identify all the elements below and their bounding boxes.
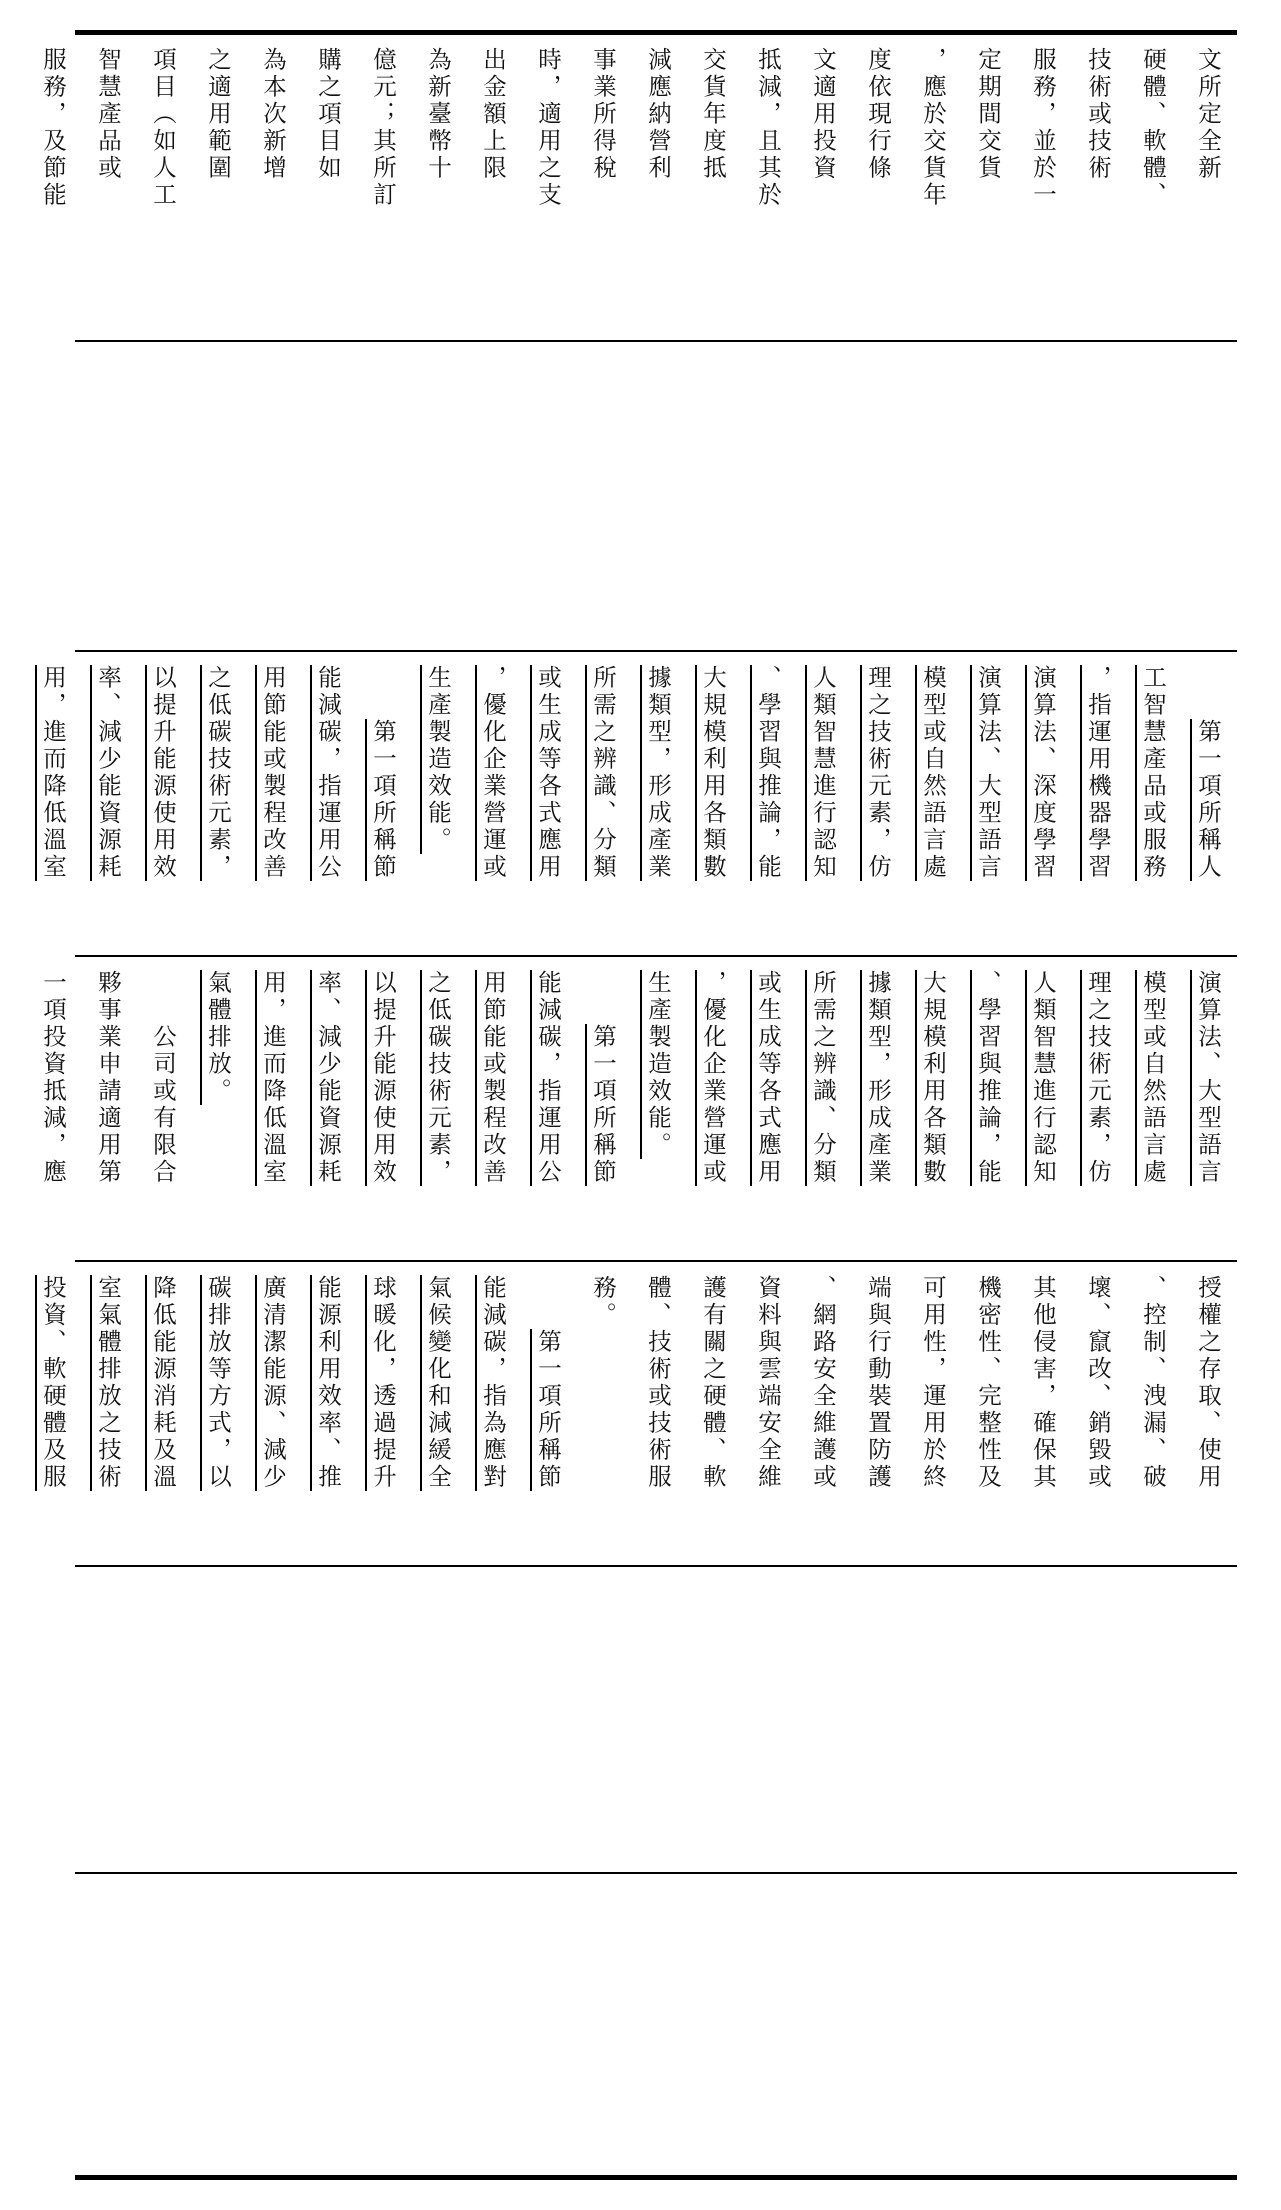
underlined-text: 以提升能源使用效 bbox=[149, 665, 177, 881]
text-segment: 壞、竄改、銷毀或 bbox=[1084, 1275, 1112, 1491]
text-column bbox=[533, 1275, 563, 1560]
text-column bbox=[148, 47, 178, 332]
text-column bbox=[478, 970, 508, 1255]
text-segment: 項目（如人工 bbox=[149, 47, 177, 209]
text-segment: 時，適用之支 bbox=[534, 47, 562, 209]
text-column bbox=[313, 970, 343, 1255]
text-column bbox=[368, 665, 398, 950]
text-column bbox=[1193, 1275, 1223, 1560]
text-column bbox=[698, 47, 728, 332]
text-segment: 公司或有限合 bbox=[149, 970, 177, 1186]
text-column bbox=[1028, 1275, 1058, 1560]
underlined-text: 第一項所稱節 bbox=[534, 1329, 562, 1491]
text-segment bbox=[1194, 665, 1222, 719]
underlined-text: 、學習與推論，能 bbox=[754, 665, 782, 881]
text-column bbox=[478, 1275, 508, 1560]
text-column bbox=[148, 1275, 178, 1560]
text-column bbox=[753, 47, 783, 332]
underlined-text: 模型或自然語言處 bbox=[1139, 970, 1167, 1186]
text-column bbox=[1138, 970, 1168, 1255]
text-segment: 護有關之硬體、軟 bbox=[699, 1275, 727, 1491]
text-segment: 服務，及節能 bbox=[39, 47, 67, 209]
text-column bbox=[1193, 47, 1223, 332]
text-column bbox=[368, 47, 398, 332]
text-column bbox=[93, 970, 123, 1255]
underlined-text: 或生成等各式應用 bbox=[534, 665, 562, 881]
text-column bbox=[863, 970, 893, 1255]
text-segment: 端與行動裝置防護 bbox=[864, 1275, 892, 1491]
text-column bbox=[698, 970, 728, 1255]
underlined-text: 或生成等各式應用 bbox=[754, 970, 782, 1186]
underlined-text: 用，進而降低溫室 bbox=[39, 665, 67, 881]
underlined-text: 演算法、深度學習 bbox=[1029, 665, 1057, 881]
text-column bbox=[973, 970, 1003, 1255]
text-column bbox=[368, 970, 398, 1255]
underlined-text: 以提升能源使用效 bbox=[369, 970, 397, 1186]
text-segment: 資料與雲端安全維 bbox=[754, 1275, 782, 1491]
text-segment: 技術或技術 bbox=[1084, 47, 1112, 182]
underlined-text: 生產製造效能。 bbox=[644, 970, 672, 1159]
text-column bbox=[93, 47, 123, 332]
underlined-text: 所需之辨識、分類 bbox=[589, 665, 617, 881]
text-column bbox=[588, 970, 618, 1255]
underlined-text: 所需之辨識、分類 bbox=[809, 970, 837, 1186]
text-column bbox=[313, 47, 343, 332]
text-segment: 為本次新增 bbox=[259, 47, 287, 182]
underlined-text: 之低碳技術元素， bbox=[424, 970, 452, 1186]
text-segment: 抵減，且其於 bbox=[754, 47, 782, 209]
underlined-text: 大規模利用各類數 bbox=[919, 970, 947, 1186]
text-segment: 體、技術或技術服 bbox=[644, 1275, 672, 1491]
text-column bbox=[148, 665, 178, 950]
underlined-text: 之低碳技術元素， bbox=[204, 665, 232, 881]
text-segment: 授權之存取、使用 bbox=[1194, 1275, 1222, 1491]
row-divider bbox=[75, 1260, 1237, 1262]
text-segment: 減應納營利 bbox=[644, 47, 672, 182]
text-column bbox=[258, 47, 288, 332]
text-segment: 其他侵害，確保其 bbox=[1029, 1275, 1057, 1491]
underlined-text: 用，進而降低溫室 bbox=[259, 970, 287, 1186]
text-column bbox=[203, 47, 233, 332]
text-column bbox=[1083, 1275, 1113, 1560]
text-column bbox=[258, 1275, 288, 1560]
text-column bbox=[1083, 970, 1113, 1255]
text-column bbox=[38, 47, 68, 332]
row-divider bbox=[75, 340, 1237, 342]
text-segment: 定期間交貨 bbox=[974, 47, 1002, 182]
text-column bbox=[533, 665, 563, 950]
text-segment: 文所定全新 bbox=[1194, 47, 1222, 182]
underlined-text: 球暖化，透過提升 bbox=[369, 1275, 397, 1491]
text-segment: 之適用範圍 bbox=[204, 47, 232, 182]
text-column bbox=[423, 47, 453, 332]
text-column bbox=[698, 1275, 728, 1560]
table-row bbox=[38, 47, 1223, 332]
text-column bbox=[808, 1275, 838, 1560]
text-column bbox=[808, 970, 838, 1255]
text-segment: 機密性、完整性及 bbox=[974, 1275, 1002, 1491]
table-row bbox=[38, 665, 1223, 950]
text-column bbox=[38, 665, 68, 950]
underlined-text: 能減碳，指運用公 bbox=[314, 665, 342, 881]
text-column bbox=[423, 970, 453, 1255]
text-segment: 度依現行條 bbox=[864, 47, 892, 182]
text-column bbox=[478, 665, 508, 950]
text-segment: 億元；其所訂 bbox=[369, 47, 397, 209]
text-column bbox=[588, 1275, 618, 1560]
row-divider bbox=[75, 955, 1237, 957]
text-column bbox=[313, 665, 343, 950]
underlined-text: ，優化企業營運或 bbox=[699, 970, 727, 1186]
text-column bbox=[1028, 47, 1058, 332]
text-column bbox=[863, 665, 893, 950]
text-column bbox=[588, 47, 618, 332]
text-column bbox=[918, 47, 948, 332]
underlined-text: 能源利用效率、推 bbox=[314, 1275, 342, 1491]
text-column bbox=[423, 1275, 453, 1560]
row-divider bbox=[75, 650, 1237, 652]
underlined-text: 能減碳，指為應對 bbox=[479, 1275, 507, 1491]
text-column bbox=[643, 970, 673, 1255]
table-bottom-rule bbox=[75, 2175, 1237, 2180]
text-column bbox=[753, 970, 783, 1255]
underlined-text: 工智慧產品或服務 bbox=[1139, 665, 1167, 881]
table-row bbox=[38, 970, 1223, 1255]
text-segment: 出金額上限 bbox=[479, 47, 507, 182]
text-column bbox=[643, 47, 673, 332]
text-column bbox=[93, 665, 123, 950]
text-column bbox=[643, 665, 673, 950]
text-column bbox=[643, 1275, 673, 1560]
text-column bbox=[93, 1275, 123, 1560]
text-column bbox=[973, 665, 1003, 950]
underlined-text: 率、減少能資源耗 bbox=[314, 970, 342, 1186]
underlined-text: 理之技術元素，仿 bbox=[1084, 970, 1112, 1186]
text-column bbox=[1083, 665, 1113, 950]
text-column bbox=[808, 665, 838, 950]
text-segment: 購之項目如 bbox=[314, 47, 342, 182]
underlined-text: 降低能源消耗及溫 bbox=[149, 1275, 177, 1491]
underlined-text: 用節能或製程改善 bbox=[259, 665, 287, 881]
underlined-text: 理之技術元素，仿 bbox=[864, 665, 892, 881]
underlined-text: ，指運用機器學習 bbox=[1084, 665, 1112, 881]
text-column bbox=[1138, 1275, 1168, 1560]
text-column bbox=[863, 1275, 893, 1560]
text-column bbox=[533, 47, 563, 332]
text-column bbox=[478, 47, 508, 332]
text-column bbox=[973, 47, 1003, 332]
text-column bbox=[863, 47, 893, 332]
table-row bbox=[38, 1275, 1223, 1560]
underlined-text: 據類型，形成產業 bbox=[864, 970, 892, 1186]
text-segment: 為新臺幣十 bbox=[424, 47, 452, 182]
underlined-text: 能減碳，指運用公 bbox=[534, 970, 562, 1186]
underlined-text: 演算法、大型語言 bbox=[1194, 970, 1222, 1186]
text-column bbox=[1028, 970, 1058, 1255]
text-column bbox=[313, 1275, 343, 1560]
text-segment: 務。 bbox=[589, 1275, 617, 1329]
text-column bbox=[1193, 970, 1223, 1255]
underlined-text: ，優化企業營運或 bbox=[479, 665, 507, 881]
row-divider bbox=[75, 1565, 1237, 1567]
text-segment bbox=[534, 1275, 562, 1329]
text-column bbox=[148, 970, 178, 1255]
underlined-text: 據類型，形成產業 bbox=[644, 665, 672, 881]
text-column bbox=[203, 970, 233, 1255]
text-column bbox=[1138, 47, 1168, 332]
text-segment: 交貨年度抵 bbox=[699, 47, 727, 182]
text-segment: 硬體、軟體、 bbox=[1139, 47, 1167, 209]
text-column bbox=[753, 1275, 783, 1560]
text-column bbox=[1028, 665, 1058, 950]
row-divider bbox=[75, 1872, 1237, 1874]
underlined-text: 投資、軟硬體及服 bbox=[39, 1275, 67, 1491]
text-column bbox=[588, 665, 618, 950]
text-column bbox=[258, 665, 288, 950]
underlined-text: 模型或自然語言處 bbox=[919, 665, 947, 881]
text-column bbox=[533, 970, 563, 1255]
underlined-text: 率、減少能資源耗 bbox=[94, 665, 122, 881]
text-segment: 智慧產品或 bbox=[94, 47, 122, 182]
text-segment bbox=[589, 970, 617, 1024]
underlined-text: 用節能或製程改善 bbox=[479, 970, 507, 1186]
text-segment: ，應於交貨年 bbox=[919, 47, 947, 209]
underlined-text: 第一項所稱人 bbox=[1194, 719, 1222, 881]
text-column bbox=[973, 1275, 1003, 1560]
text-column bbox=[918, 970, 948, 1255]
text-segment: 一項投資抵減，應 bbox=[39, 970, 67, 1186]
underlined-text: 演算法、大型語言 bbox=[974, 665, 1002, 881]
text-column bbox=[1138, 665, 1168, 950]
text-segment: 事業所得稅 bbox=[589, 47, 617, 182]
text-column bbox=[918, 665, 948, 950]
table-top-rule bbox=[75, 30, 1237, 35]
text-column bbox=[1083, 47, 1113, 332]
text-segment: 、網路安全維護或 bbox=[809, 1275, 837, 1491]
text-segment: 可用性，運用於終 bbox=[919, 1275, 947, 1491]
underlined-text: 生產製造效能。 bbox=[424, 665, 452, 854]
underlined-text: 碳排放等方式，以 bbox=[204, 1275, 232, 1491]
text-segment: 服務，並於一 bbox=[1029, 47, 1057, 209]
text-column bbox=[38, 970, 68, 1255]
text-segment: 文適用投資 bbox=[809, 47, 837, 182]
text-segment: 、控制、洩漏、破 bbox=[1139, 1275, 1167, 1491]
text-column bbox=[368, 1275, 398, 1560]
underlined-text: 人類智慧進行認知 bbox=[1029, 970, 1057, 1186]
underlined-text: 室氣體排放之技術 bbox=[94, 1275, 122, 1491]
text-column bbox=[203, 665, 233, 950]
text-column bbox=[38, 1275, 68, 1560]
underlined-text: 大規模利用各類數 bbox=[699, 665, 727, 881]
underlined-text: 、學習與推論，能 bbox=[974, 970, 1002, 1186]
text-segment bbox=[369, 665, 397, 719]
text-column bbox=[203, 1275, 233, 1560]
text-column bbox=[258, 970, 288, 1255]
underlined-text: 氣候變化和減緩全 bbox=[424, 1275, 452, 1491]
text-column bbox=[423, 665, 453, 950]
underlined-text: 第一項所稱節 bbox=[369, 719, 397, 881]
text-column bbox=[698, 665, 728, 950]
text-column bbox=[1193, 665, 1223, 950]
text-column bbox=[808, 47, 838, 332]
underlined-text: 廣清潔能源、減少 bbox=[259, 1275, 287, 1491]
text-segment: 夥事業申請適用第 bbox=[94, 970, 122, 1186]
text-column bbox=[918, 1275, 948, 1560]
text-column bbox=[753, 665, 783, 950]
underlined-text: 氣體排放。 bbox=[204, 970, 232, 1105]
underlined-text: 人類智慧進行認知 bbox=[809, 665, 837, 881]
underlined-text: 第一項所稱節 bbox=[589, 1024, 617, 1186]
